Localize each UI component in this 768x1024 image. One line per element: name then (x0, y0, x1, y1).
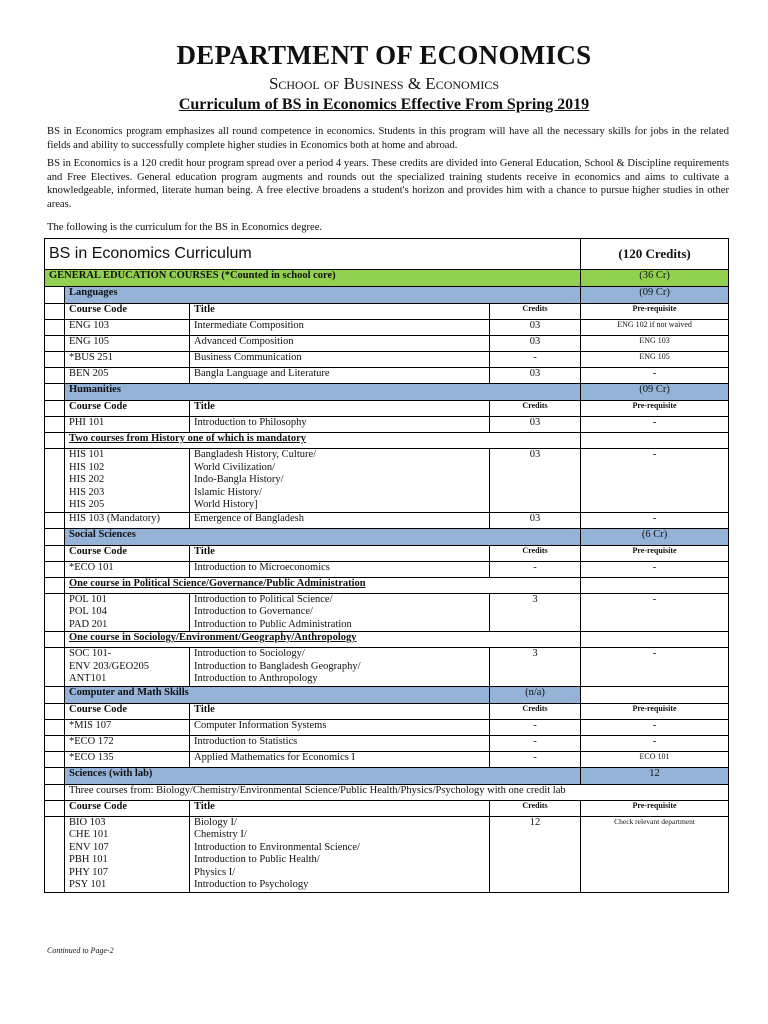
pol-note: One course in Political Science/Governance/Public Administration (65, 577, 581, 593)
section-credits: (n/a) (490, 686, 581, 703)
pol-courses-row (45, 593, 729, 632)
course-code: HIS 103 (Mandatory) (65, 512, 190, 528)
table-row (45, 719, 729, 735)
course-credits: - (490, 719, 581, 735)
col-prereq: Pre-requisite (581, 545, 729, 561)
col-title: Title (190, 703, 490, 719)
course-prereq: ENG 102 if not waived (581, 320, 729, 336)
course-prereq: - (581, 561, 729, 577)
gen-ed-row (45, 270, 729, 287)
section-languages (45, 287, 729, 304)
course-title: Emergence of Bangladesh (190, 512, 490, 528)
total-credits: (120 Credits) (581, 239, 729, 270)
col-credits: Credits (490, 800, 581, 816)
course-title: Introduction to Statistics (190, 735, 490, 751)
course-prereq: - (581, 648, 729, 687)
course-title: World History] (194, 499, 258, 510)
course-prereq: Check relevant department (581, 816, 729, 892)
course-code: *BUS 251 (65, 352, 190, 368)
sciences-note-row (45, 784, 729, 800)
col-prereq: Pre-requisite (581, 703, 729, 719)
course-code: *ECO 135 (65, 751, 190, 767)
course-code: *ECO 101 (65, 561, 190, 577)
col-course-code: Course Code (65, 304, 190, 320)
course-prereq: ENG 103 (581, 336, 729, 352)
column-header-row (45, 703, 729, 719)
section-humanities (45, 384, 729, 401)
course-title: Intermediate Composition (190, 320, 490, 336)
pol-note-row (45, 577, 729, 593)
section-social-sciences (45, 528, 729, 545)
section-label: Sciences (with lab) (65, 767, 581, 784)
course-prereq: ENG 105 (581, 352, 729, 368)
course-code: ENV 203/GEO205 (69, 660, 150, 672)
sciences-courses-row (45, 816, 729, 892)
course-code: PAD 201 (69, 618, 108, 630)
course-code: HIS 203 (69, 486, 105, 498)
table-header-row (45, 239, 729, 270)
gen-ed-label: GENERAL EDUCATION COURSES (*Counted in school core) (45, 270, 581, 287)
course-credits: - (490, 751, 581, 767)
course-prereq: - (581, 719, 729, 735)
course-prereq: - (581, 368, 729, 384)
col-title: Title (190, 545, 490, 561)
course-code: PHY 107 (69, 866, 108, 878)
course-code: PHI 101 (65, 417, 190, 433)
pol-codes (65, 593, 190, 632)
section-credits: (09 Cr) (581, 384, 729, 401)
school-name: School of Business & Economics (268, 74, 500, 93)
col-course-code: Course Code (65, 703, 190, 719)
course-title: Business Communication (190, 352, 490, 368)
table-row (45, 352, 729, 368)
table-row (45, 561, 729, 577)
course-prereq: - (581, 593, 729, 632)
history-note-row (45, 433, 729, 449)
sciences-codes (65, 816, 190, 892)
soc-note-row (45, 632, 729, 648)
table-row (45, 320, 729, 336)
course-code: PSY 101 (69, 879, 107, 890)
course-code: ANT101 (69, 673, 107, 684)
course-prereq: - (581, 735, 729, 751)
course-title: Advanced Composition (190, 336, 490, 352)
course-credits: - (490, 561, 581, 577)
course-code: ENG 105 (65, 336, 190, 352)
course-code: CHE 101 (69, 829, 109, 840)
soc-codes (65, 648, 190, 687)
course-prereq: - (581, 512, 729, 528)
course-title: Chemistry I/ (194, 829, 247, 840)
section-sciences (45, 767, 729, 784)
course-code: POL 101 (69, 593, 107, 605)
col-title: Title (190, 304, 490, 320)
course-credits: 03 (490, 368, 581, 384)
course-title: Introduction to Anthropology (194, 673, 318, 684)
table-row (45, 336, 729, 352)
course-credits: 03 (490, 512, 581, 528)
soc-note: One course in Sociology/Environment/Geography/Anthropology (65, 632, 581, 648)
course-code: POL 104 (69, 606, 107, 617)
course-credits: 03 (490, 320, 581, 336)
intro-paragraph: BS in Economics program emphasizes all round competence in economics. Students in this program will have all the necessary skills for jobs in the related fields and ability to successfully complete higher studies in Economics both at home and abroad. (47, 126, 729, 151)
course-code: HIS 102 (69, 461, 105, 473)
col-course-code: Course Code (65, 545, 190, 561)
course-title: Applied Mathematics for Economics I (190, 751, 490, 767)
col-credits: Credits (490, 304, 581, 320)
section-label: Computer and Math Skills (65, 686, 490, 703)
soc-titles (190, 648, 490, 687)
course-title: Islamic History/ (194, 486, 262, 498)
col-course-code: Course Code (65, 800, 190, 816)
section-credits: (09 Cr) (581, 287, 729, 304)
column-header-row (45, 304, 729, 320)
col-prereq: Pre-requisite (581, 401, 729, 417)
course-credits: 03 (490, 417, 581, 433)
course-credits: - (490, 735, 581, 751)
sciences-titles (190, 816, 490, 892)
col-prereq: Pre-requisite (581, 800, 729, 816)
course-title: Indo-Bangla History/ (194, 474, 284, 485)
course-code: ENV 107 (69, 841, 109, 853)
program-paragraph: BS in Economics is a 120 credit hour program spread over a period 4 years. These credits are divided into General Education, School & Discipline requirements and Free Electives. General education program augments and rounds out the specialized training students receive in economics and aims to cultivate a knowledgeable, informed, literate human being. A free elective broadens a student's horizon and provides him with a chance to pursue higher studies in other areas. (47, 158, 729, 210)
column-header-row (45, 545, 729, 561)
col-title: Title (190, 401, 490, 417)
soc-courses-row (45, 648, 729, 687)
course-title: Introduction to Sociology/ (194, 648, 305, 659)
course-title: Bangla Language and Literature (190, 368, 490, 384)
course-code: ENG 103 (65, 320, 190, 336)
course-credits: 03 (490, 449, 581, 513)
course-credits: 3 (490, 593, 581, 632)
pol-titles (190, 593, 490, 632)
course-title: Introduction to Environmental Science/ (194, 841, 360, 853)
course-code: PBH 101 (69, 854, 108, 865)
table-row (45, 512, 729, 528)
course-code: BIO 103 (69, 816, 106, 828)
curriculum-table (44, 238, 729, 893)
history-note: Two courses from History one of which is mandatory (65, 433, 581, 449)
course-title: Biology I/ (194, 816, 237, 828)
col-credits: Credits (490, 401, 581, 417)
col-title: Title (190, 800, 490, 816)
course-code: HIS 202 (69, 474, 105, 485)
table-row (45, 417, 729, 433)
curriculum-title: Curriculum of BS in Economics Effective From Spring 2019 (178, 96, 590, 113)
course-title: Physics I/ (194, 866, 236, 878)
course-title: Introduction to Political Science/ (194, 593, 333, 605)
department-title: DEPARTMENT OF ECONOMICS (176, 40, 592, 70)
gen-ed-credits: (36 Cr) (581, 270, 729, 287)
course-title: Bangladesh History, Culture/ (194, 449, 317, 460)
course-title: Computer Information Systems (190, 719, 490, 735)
course-prereq: ECO 101 (581, 751, 729, 767)
history-codes (65, 449, 190, 513)
section-credits: 12 (581, 767, 729, 784)
course-title: Introduction to Bangladesh Geography/ (194, 660, 361, 672)
course-title: Introduction to Public Health/ (194, 854, 320, 865)
column-header-row (45, 800, 729, 816)
col-credits: Credits (490, 545, 581, 561)
course-prereq: - (581, 417, 729, 433)
table-row (45, 735, 729, 751)
course-title: Introduction to Psychology (194, 879, 309, 890)
table-title: BS in Economics Curriculum (45, 239, 581, 270)
course-title: Introduction to Public Administration (194, 618, 352, 630)
continued-footer: Continued to Page-2 (47, 946, 114, 955)
course-code: *MIS 107 (65, 719, 190, 735)
course-credits: - (490, 352, 581, 368)
history-courses-row (45, 449, 729, 513)
course-credits: 12 (490, 816, 581, 892)
course-title: Introduction to Philosophy (190, 417, 490, 433)
course-prereq: - (581, 449, 729, 513)
col-prereq: Pre-requisite (581, 304, 729, 320)
course-code: *ECO 172 (65, 735, 190, 751)
course-code: SOC 101- (69, 648, 112, 659)
table-row (45, 751, 729, 767)
col-course-code: Course Code (65, 401, 190, 417)
course-code: BEN 205 (65, 368, 190, 384)
history-titles (190, 449, 490, 513)
sciences-note: Three courses from: Biology/Chemistry/Environmental Science/Public Health/Physics/Psychology with one credit lab (65, 784, 729, 800)
section-label: Languages (65, 287, 581, 304)
course-title: Introduction to Governance/ (194, 606, 313, 617)
table-row (45, 368, 729, 384)
following-paragraph: The following is the curriculum for the BS in Economics degree. (47, 222, 323, 233)
course-credits: 03 (490, 336, 581, 352)
section-computer-math (45, 686, 729, 703)
column-header-row (45, 401, 729, 417)
course-credits: 3 (490, 648, 581, 687)
course-code: HIS 205 (69, 499, 105, 510)
section-label: Social Sciences (65, 528, 581, 545)
section-label: Humanities (65, 384, 581, 401)
course-code: HIS 101 (69, 449, 105, 460)
course-title: World Civilization/ (194, 461, 276, 473)
course-title: Introduction to Microeconomics (190, 561, 490, 577)
col-credits: Credits (490, 703, 581, 719)
section-credits: (6 Cr) (581, 528, 729, 545)
